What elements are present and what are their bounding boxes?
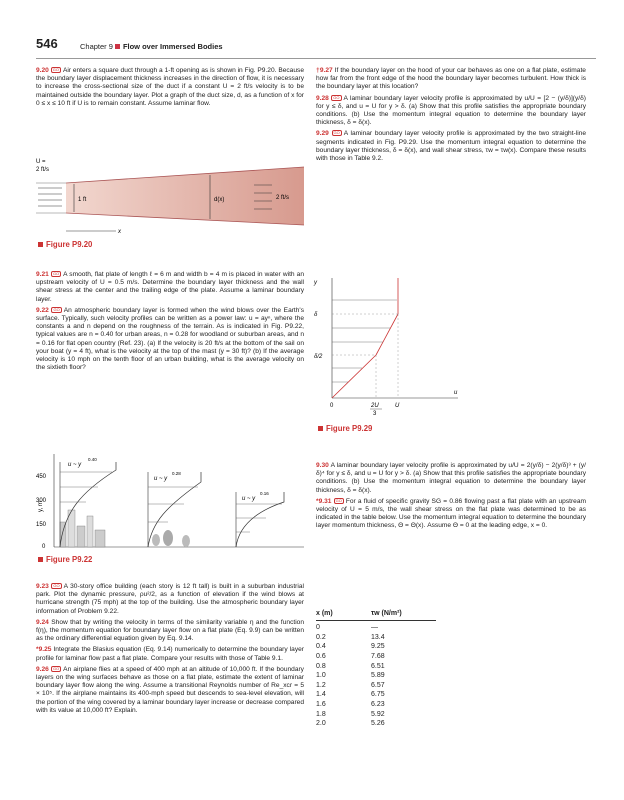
header-x: x (m) [316,610,333,617]
figure-p9-22-caption [36,556,92,564]
label-zero: 0 [330,403,334,409]
tick-150: 150 [36,522,47,528]
cell-tau: 7.68 [371,652,385,660]
label-dx: d(x) [214,197,225,203]
video-badge-icon: GO [53,306,60,312]
figure-p9-29-caption [316,425,372,433]
cell-x: 0 [316,624,320,632]
label-2U: 2U [371,403,379,409]
video-badge-icon: GO [333,94,340,100]
label-x: x [118,229,121,235]
label-U: U [395,403,400,409]
lower-segment [332,355,376,398]
cell-tau: 6.57 [371,681,385,689]
right-column-b [316,462,586,534]
problem-number: 9.30 [316,462,329,469]
tick-300: 300 [36,498,47,504]
table-row [316,690,436,700]
velocity-arrows [332,300,397,382]
cell-tau: — [371,624,378,632]
y-axis-label: y, m [38,501,44,512]
problem-text: A laminar boundary layer velocity profile is approximated by the two straight-line segments indicated in Fig. P9.29. Use the momentum integral equation to determine the boundary layer thickness, δ = δ(x), and wall shear stress, τw = τw(x). Compare these results with those in Table 9.2. [316,130,586,163]
problem-9-25 [36,646,304,662]
caption-text: Figure P9.29 [326,424,373,433]
problem-text: A laminar boundary layer velocity profile is approximated by u/U = [2 − (y/δ)](y/δ) for y ≤ δ, and u = U for y > δ. (a) Show that this profile satisfies the appropriate boundary conditions. (b) Use the momentum integral equation to determine the boundary layer thickness, δ = δ(x). [316,94,586,127]
urban-profile [60,457,116,547]
problem-9-28 [316,95,586,128]
exponent-urban: 0.40 [88,457,97,462]
table-row [316,642,436,652]
header-tau: τw (N/m²) [371,610,402,617]
table-row [316,671,436,681]
problem-text: Integrate the Blasius equation (Eq. 9.14) numerically to determine the boundary layer profile for laminar flow past a flat plate. Compare your results with those of Table 9.1. [36,646,304,662]
table-row [316,700,436,710]
label-u: U = [36,159,46,165]
label-y: y [314,280,317,286]
problem-9-31 [316,498,586,531]
video-badge-icon: GO [335,497,342,503]
curve-label-urban: u ~ y [68,462,82,468]
figure-p9-29-drawing [316,270,466,415]
cell-tau: 5.92 [371,710,385,718]
left-column [36,67,304,111]
chapter-heading [80,43,223,51]
left-column-c [36,583,304,718]
cell-x: 0.4 [316,643,326,651]
figure-p9-22-drawing [36,452,304,554]
square-bullet-icon [318,426,323,431]
cell-x: 0.2 [316,633,326,641]
problem-9-20 [36,67,304,108]
label-u-value: 2 ft/s [36,167,50,173]
problem-9-29 [316,130,586,163]
inlet-arrows [38,188,62,206]
cell-tau: 6.75 [371,691,385,699]
right-column [316,67,586,166]
problem-9-24 [36,619,304,644]
table-header [316,610,436,621]
video-badge-icon: GO [52,271,60,276]
table-row [316,662,436,672]
cell-x: 1.0 [316,672,326,680]
curve-label-suburban: u ~ y [154,476,168,482]
problem-text: An atmospheric boundary layer is formed when the wind blows over the Earth's surface. Typically, such velocity profiles can be written as a power law: u = ayⁿ, where the constants a and n depend on the roughness of the terrain. As is indicated in Fig. P9.22, typical values are n = 0.40 for urban areas, n = 0.28 for woodland or suburban areas, and n = 0.16 for flat open country (Ref. 23). (a) If the velocity is 20 ft/s at the bottom of the sail on your boat (y = 4 ft), what is the velocity at the top of the mast (y = 30 ft)? (b) If the average velocity is 10 mph on the tenth floor of an urban building, what is the average velocity on the sixtieth floor? [36,306,304,372]
left-column-b [36,271,304,375]
problem-9-22 [36,307,304,373]
header-rule [36,58,596,59]
problem-text: Air enters a square duct through a 1-ft opening as is shown in Fig. P9.20. Because the boundary layer displacement thickness increases in the direction of flow, it is necessary to increase the cross-sectional size of the duct if a constant U = 2 ft/s velocity is to be maintained outside the boundary layer. Plot a graph of the duct size, d, as a function of x for 0 ≤ x ≤ 10 ft if U is to remain constant. Assume laminar flow. [36,67,304,107]
cell-x: 1.4 [316,691,326,699]
table-row [316,633,436,643]
cell-tau: 5.89 [371,672,385,680]
figure-p9-20-caption [36,241,92,249]
exponent-open: 0.16 [260,491,269,496]
problem-text: Show that by writing the velocity in terms of the similarity variable η and the function f(η), the momentum equation for boundary layer flow on a flat plate (Eq. 9.9) can be written as the ordinary differential equation given by Eq. 9.14. [36,618,304,643]
cell-x: 1.6 [316,700,326,708]
tick-0: 0 [42,544,46,550]
duct-shape [66,167,304,225]
chapter-title: Flow over Immersed Bodies [122,42,223,51]
video-badge-icon: GO [333,130,340,136]
page-number: 546 [36,36,58,51]
caption-text: Figure P9.22 [46,555,93,564]
problem-9-21 [36,271,304,304]
problem-number: †9.27 [316,67,333,74]
label-1ft: 1 ft [78,197,87,203]
cell-x: 0.8 [316,662,326,670]
problem-number: 9.24 [36,618,49,626]
table-row [316,719,436,729]
problem-text: An airplane flies at a speed of 400 mph at an altitude of 10,000 ft. If the boundary layers on the wing surfaces behave as those on a flat plate, estimate the extent of laminar boundary layer flow along the wing. Assume a transitional Reynolds number of Re_xcr = 5 × 10⁵. If the airplane maintains its 400-mph speed but descends to sea-level elevation, will the portion of the wing covered by a laminar boundary layer increase or decrease compared with its value at 10,000 ft? Explain. [36,665,304,714]
problem-9-23 [36,583,304,616]
table-row [316,710,436,720]
video-badge-icon: GO [52,665,60,671]
cell-tau: 9.25 [371,643,385,651]
exponent-suburban: 0.28 [172,471,181,476]
cell-x: 1.2 [316,681,326,689]
problem-number: 9.21 [36,271,49,278]
problem-number: 9.22 [36,306,49,314]
label-2fts-outlet: 2 ft/s [276,195,290,201]
problem-number: 9.28 [316,94,329,102]
problem-number: 9.23 [36,583,49,590]
problem-number: *9.31 [316,497,332,505]
square-bullet-icon [38,557,43,562]
cell-x: 1.8 [316,710,326,718]
table-row [316,652,436,662]
problem-9-26 [36,666,304,715]
suburban-profile [148,471,201,547]
video-badge-icon: GO [53,583,60,588]
problem-number: *9.25 [36,646,52,654]
cell-tau: 5.26 [371,720,385,728]
shear-stress-table [316,610,436,729]
square-bullet-icon [115,44,120,49]
problem-text: A laminar boundary layer velocity profile is approximated by u/U = 2(y/δ) − 2(y/δ)³ + (y/δ)⁴ for y ≤ δ, and u = U for y > δ. (a) Show that this profile satisfies the appropriate boundary conditions. (b) Use the momentum integral equation to determine the boundary layer thickness, δ = δ(x). [316,462,587,494]
label-half-delta: δ/2 [314,354,323,360]
cell-tau: 13.4 [371,633,385,641]
problem-text: For a fluid of specific gravity SG = 0.86 flowing past a flat plate with an upstream velocity of U = 5 m/s, the wall shear stress on the flat plate was determined to be as indicated in the table below. Use the momentum integral equation to determine the boundary layer momentum thickness, Θ = Θ(x). Assume Θ = 0 at the leading edge, x = 0. [316,497,586,530]
problem-number: 9.29 [316,130,329,138]
problem-text: A smooth, flat plate of length ℓ = 6 m and width b = 4 m is placed in water with an upstream velocity of U = 0.5 m/s. Determine the boundary layer thickness and the wall shear stress at the center and the trailing edge of the plate. Assume a laminar boundary layer. [36,271,304,303]
page-header [36,36,596,56]
table-body [316,623,436,729]
chapter-label: Chapter 9 [80,42,113,51]
curve-label-open: u ~ y [242,496,256,502]
caption-text: Figure P9.20 [46,240,93,249]
table-row [316,681,436,691]
square-bullet-icon [38,242,43,247]
upper-segment [376,314,398,355]
label-u: u [454,390,458,396]
video-badge-icon: GO [52,67,59,72]
problem-text: If the boundary layer on the hood of your car behaves as one on a flat plate, estimate how far from the front edge of the hood the boundary layer becomes turbulent. How thick is the boundary layer at this location? [316,67,586,91]
figure-p9-20-drawing [36,155,304,240]
label-delta: δ [314,312,318,318]
tick-450: 450 [36,474,47,480]
cell-tau: 6.51 [371,662,385,670]
problem-text: A 30-story office building (each story is 12 ft tall) is built in a suburban industrial park. Plot the dynamic pressure, ρu²/2, as a function of elevation if the wind blows at hurricane strength (75 mph) at the top of the building. Use the atmospheric boundary layer information of Problem 9.22. [36,583,304,615]
table-row [316,623,436,633]
problem-9-27 [316,67,586,92]
cell-x: 2.0 [316,720,326,728]
problem-9-30 [316,462,586,495]
open-country-profile [236,491,284,547]
problem-number: 9.20 [36,67,49,74]
cell-tau: 6.23 [371,700,385,708]
cell-x: 0.6 [316,652,326,660]
problem-number: 9.26 [36,665,49,673]
label-three: 3 [373,411,377,417]
